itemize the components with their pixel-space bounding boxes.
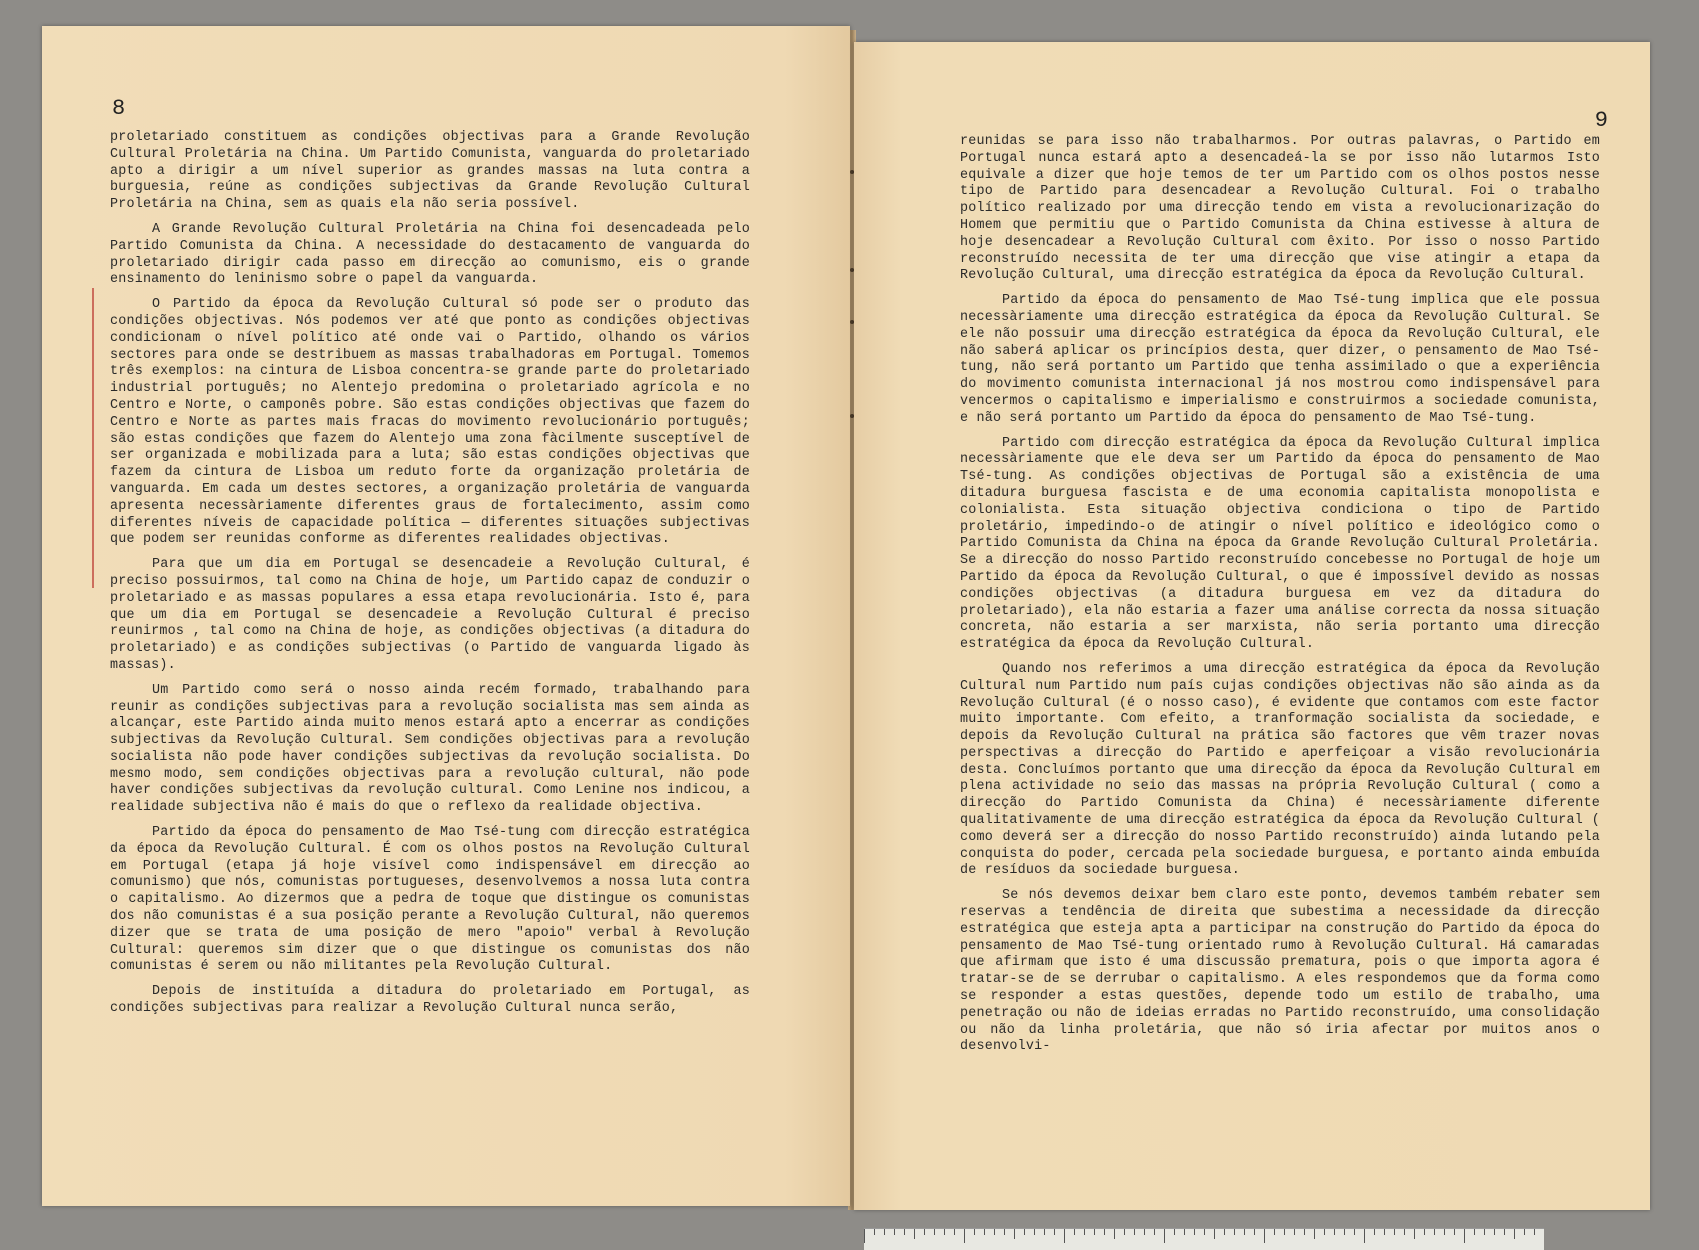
paragraph: Partido da época do pensamento de Mao Tsé-tung com direcção estratégica da época da Revolução Cultural. É com os olhos postos na Revolução Cultural em Portugal (etapa já hoje visível como indispensável em direcção ao comunismo) que nós, comunistas portugueses, desenvolvemos a nossa luta contra o capitalismo. Ao dizermos que a pedra de toque que distingue os comunistas dos não comunistas é a sua posição perante a Revolução Cultural, não queremos dizer que se trata de uma posição de mero "apoio" verbal à Revolução Cultural: queremos sim dizer que o que distingue os comunistas dos não comunistas é serem ou não militantes pela Revolução Cultural.: [110, 825, 750, 975]
ruler-tick: [1224, 1229, 1225, 1235]
paragraph: Um Partido como será o nosso ainda recém formado, trabalhando para reunir as condições subjectivas para a revolução socialista mas sem ainda as alcançar, este Partido ainda muito menos estará apto a encerrar as condições subjectivas da Revolução Cultural. Sem condições objectivas para a revolução socialista não pode haver condições subjectivas da revolução socialista. Do mesmo modo, sem condições objectivas para a revolução cultural, não pode haver condições subjectivas da revolução cultural. Como Lenine nos indicou, a realidade subjectiva não é mais do que o reflexo da realidade objectiva.: [110, 682, 750, 816]
left-page-text: [110, 130, 750, 1026]
scale-ruler: [864, 1228, 1544, 1250]
ruler-tick: [1444, 1229, 1445, 1235]
ruler-tick: [1424, 1229, 1425, 1235]
ruler-tick: [1354, 1229, 1355, 1235]
ruler-tick: [1194, 1229, 1195, 1235]
ruler-tick: [1484, 1229, 1485, 1235]
ruler-tick: [1394, 1229, 1395, 1235]
ruler-tick: [874, 1229, 875, 1235]
ruler-tick: [1214, 1229, 1215, 1239]
paragraph: proletariado constituem as condições objectivas para a Grande Revolução Cultural Proletária na China. Um Partido Comunista, vanguarda do proletariado apto a dirigir a um nível superior as grandes massas na luta contra a burguesia, reúne as condições subjectivas da Grande Revolução Cultural Proletária na China, sem as quais ela não seria possível.: [110, 130, 750, 213]
paragraph: O Partido da época da Revolução Cultural só pode ser o produto das condições objectivas. Nós podemos ver até que ponto as condições objectivas condicionam o nível político até onde vai o Partido, olhando os vários sectores para onde se destribuem as massas trabalhadoras em Portugal. Tomemos três exemplos: na cintura de Lisboa concentra-se grande parte do proletariado industrial português; no Alentejo predomina o proletariado agrícola e no Centro e Norte, o camponês pobre. São estas condições objectivas que fazem do Centro e Norte as partes mais fracas do movimento revolucionário português; são estas condições que fazem do Alentejo uma zona fàcilmente susceptível de ser organizada e mobilizada para a luta; são estas condições objectivas que fazem da cintura de Lisboa um reduto forte da organização proletária de vanguarda. Em cada um destes sectores, a organização proletária de vanguarda apresenta necessàriamente diferentes graus de fortalecimento, assim como diferentes níveis de capacidade política — diferentes situações subjectivas que podem ser reunidas conforme as diferentes realidades objectivas.: [110, 297, 750, 548]
ruler-tick: [1184, 1229, 1185, 1235]
ruler-tick: [1144, 1229, 1145, 1235]
ruler-tick: [864, 1229, 865, 1243]
ruler-tick: [1024, 1229, 1025, 1235]
right-page-text: [960, 134, 1600, 1064]
page-number-right: 9: [1594, 108, 1608, 133]
ruler-tick: [1204, 1229, 1205, 1235]
ruler-tick: [1244, 1229, 1245, 1235]
paragraph: Se nós devemos deixar bem claro este ponto, devemos também rebater sem reservas a tendência de direita que subestima a necessidade da direcção estratégica que esteja apta a participar na construção do Partido da época do pensamento de Mao Tsé-tung orientado rumo à Revolução Cultural. Há camaradas que afirmam que isto é uma discussão prematura, pois o que importa agora é tratar-se de se derrubar o capitalismo. A eles respondemos que da forma como se responder a estas questões, depende todo um estilo de trabalho, uma penetração ou não de ideias erradas no Partido reconstruído, uma consolidação ou não da linha proletária, que não só iria afectar por muitos anos o desenvolvi-: [960, 888, 1600, 1055]
ruler-tick: [1014, 1229, 1015, 1239]
ruler-tick: [1274, 1229, 1275, 1235]
ruler-tick: [1494, 1229, 1495, 1235]
ruler-tick: [1524, 1229, 1525, 1235]
ruler-tick: [984, 1229, 985, 1235]
ruler-tick: [1294, 1229, 1295, 1235]
paragraph: A Grande Revolução Cultural Proletária na China foi desencadeada pelo Partido Comunista da China. A necessidade do destacamento de vanguarda do proletariado dirigir cada passo em direcção ao comunismo, eis o grande ensinamento do leninismo sobre o papel da vanguarda.: [110, 221, 750, 288]
ruler-tick: [1064, 1229, 1065, 1243]
ruler-tick: [1384, 1229, 1385, 1235]
ruler-tick: [994, 1229, 995, 1235]
ruler-tick: [1464, 1229, 1465, 1243]
left-page: [42, 26, 850, 1206]
ruler-tick: [1514, 1229, 1515, 1239]
ruler-tick: [944, 1229, 945, 1235]
ruler-tick: [954, 1229, 955, 1235]
ruler-tick: [884, 1229, 885, 1235]
ruler-tick: [1304, 1229, 1305, 1235]
ruler-tick: [1054, 1229, 1055, 1235]
ruler-tick: [1074, 1229, 1075, 1235]
ruler-tick: [1434, 1229, 1435, 1235]
ruler-tick: [1134, 1229, 1135, 1235]
ruler-tick: [1164, 1229, 1165, 1243]
ruler-tick: [1234, 1229, 1235, 1235]
ruler-tick: [1344, 1229, 1345, 1235]
ruler-tick: [924, 1229, 925, 1235]
ruler-tick: [1084, 1229, 1085, 1235]
paragraph: Quando nos referimos a uma direcção estratégica da época da Revolução Cultural num Partido num país cujas condições objectivas não são ainda as da Revolução Cultural (é o nosso caso), é evidente que contamos com este factor muito importante. Com efeito, a tranformação socialista da sociedade, e depois da Revolução Cultural na prática são factores que vêm trazer novas perspectivas a direcção do Partido e aperfeiçoar a visão revolucionária desta. Concluímos portanto que uma direcção da época da Revolução Cultural em plena actividade no seio das massas na própria Revolução Cultural ( como a direcção do Partido Comunista da China) é necessàriamente diferente qualitativamente de uma direcção estratégica da época da Revolução Cultural ( como deverá ser a direcção do nosso Partido reconstruído) ainda lutando pela conquista do poder, cercada pela sociedade burguesa, e portanto ainda embuída de resíduos da sociedade burguesa.: [960, 661, 1600, 879]
ruler-tick: [1404, 1229, 1405, 1235]
ruler-tick: [1264, 1229, 1265, 1243]
paragraph: Depois de instituída a ditadura do proletariado em Portugal, as condições subjectivas para realizar a Revolução Cultural nunca serão,: [110, 984, 750, 1017]
ruler-tick: [1044, 1229, 1045, 1235]
ruler-tick: [1324, 1229, 1325, 1235]
ruler-tick: [934, 1229, 935, 1235]
ruler-tick: [904, 1229, 905, 1235]
right-page: [854, 42, 1650, 1210]
paragraph: Para que um dia em Portugal se desencadeie a Revolução Cultural, é preciso possuirmos, tal como na China de hoje, um Partido capaz de conduzir o proletariado e as massas populares a essa etapa revolucionária. Isto é, para que um dia em Portugal se desencadeie a Revolução Cultural é preciso reunirmos , tal como na China de hoje, as condições objectivas (a ditadura do proletariado) e as condições subjectivas (o Partido de vanguarda ligado às massas).: [110, 557, 750, 673]
ruler-tick: [1124, 1229, 1125, 1235]
ruler-tick: [974, 1229, 975, 1235]
ruler-tick: [894, 1229, 895, 1235]
ruler-tick: [1284, 1229, 1285, 1235]
ruler-tick: [964, 1229, 965, 1243]
ruler-tick: [1114, 1229, 1115, 1239]
ruler-tick: [1154, 1229, 1155, 1235]
ruler-tick: [1004, 1229, 1005, 1235]
ruler-tick: [1034, 1229, 1035, 1235]
ruler-tick: [1334, 1229, 1335, 1235]
ruler-tick: [1364, 1229, 1365, 1243]
ruler-tick: [1454, 1229, 1455, 1235]
paragraph: Partido com direcção estratégica da época da Revolução Cultural implica necessàriamente que ele deva ser um Partido da época do pensamento de Mao Tsé-tung. As condições objectivas de Portugal são a existência de uma ditadura burguesa fascista e de uma economia capitalista monopolista e colonialista. Esta situação objectiva condiciona o tipo de Partido proletário, impedindo-o de atingir o nível político e ideológico como o Partido Comunista da China na época da Grande Revolução Cultural Proletária. Se a direcção do nosso Partido reconstruído concebesse no Portugal de hoje um Partido da época da Revolução Cultural, o que é impossível devido as nossas condições objectivas (a ditadura burguesa em vez da ditadura do proletariado), ela não estaria a fazer uma análise correcta da nossa situação concreta, não estaria a ser marxista, não seria portanto uma direcção estratégica da época da Revolução Cultural.: [960, 435, 1600, 653]
ruler-tick: [1504, 1229, 1505, 1235]
ruler-tick: [1534, 1229, 1535, 1235]
ruler-tick: [1314, 1229, 1315, 1239]
ruler-tick: [1254, 1229, 1255, 1235]
ruler-tick: [914, 1229, 915, 1239]
ruler-tick: [1414, 1229, 1415, 1239]
ruler-tick: [1104, 1229, 1105, 1235]
paragraph: reunidas se para isso não trabalharmos. Por outras palavras, o Partido em Portugal nunca estará apto a desencadeá-la se por isso não lutarmos Isto equivale a dizer que hoje temos de ter um Partido com os olhos postos nesse tipo de Partido para desencadear a Revolução Cultural. Foi o trabalho político realizado por uma direcção tendo em vista a revolucionarização do Homem que permitiu que o Partido Comunista da China estivesse à altura de hoje desencadear a Revolução Cultural com êxito. Por isso o nosso Partido reconstruído necessita de ter uma direcção que vise atingir a etapa da Revolução Cultural, uma direcção estratégica da época da Revolução Cultural.: [960, 134, 1600, 284]
paragraph: Partido da época do pensamento de Mao Tsé-tung implica que ele possua necessàriamente uma direcção estratégica da época da Revolução Cultural. Se ele não possuir uma direcção estratégica da época da Revolução Cultural, ele não saberá aplicar os princípios desta, quer dizer, o pensamento de Mao Tsé-tung, não será portanto um Partido que tenha assimilado o que a experiência do movimento comunista internacional já nos mostrou como indispensável para vencermos o capitalismo e imperialismo e construirmos a sociedade comunista, e não será portanto um Partido da época do pensamento de Mao Tsé-tung.: [960, 293, 1600, 426]
page-number-left: 8: [112, 96, 126, 121]
ruler-tick: [1174, 1229, 1175, 1235]
ruler-tick: [1374, 1229, 1375, 1235]
ruler-tick: [1094, 1229, 1095, 1235]
red-margin-mark: [92, 288, 94, 588]
ruler-tick: [1474, 1229, 1475, 1235]
